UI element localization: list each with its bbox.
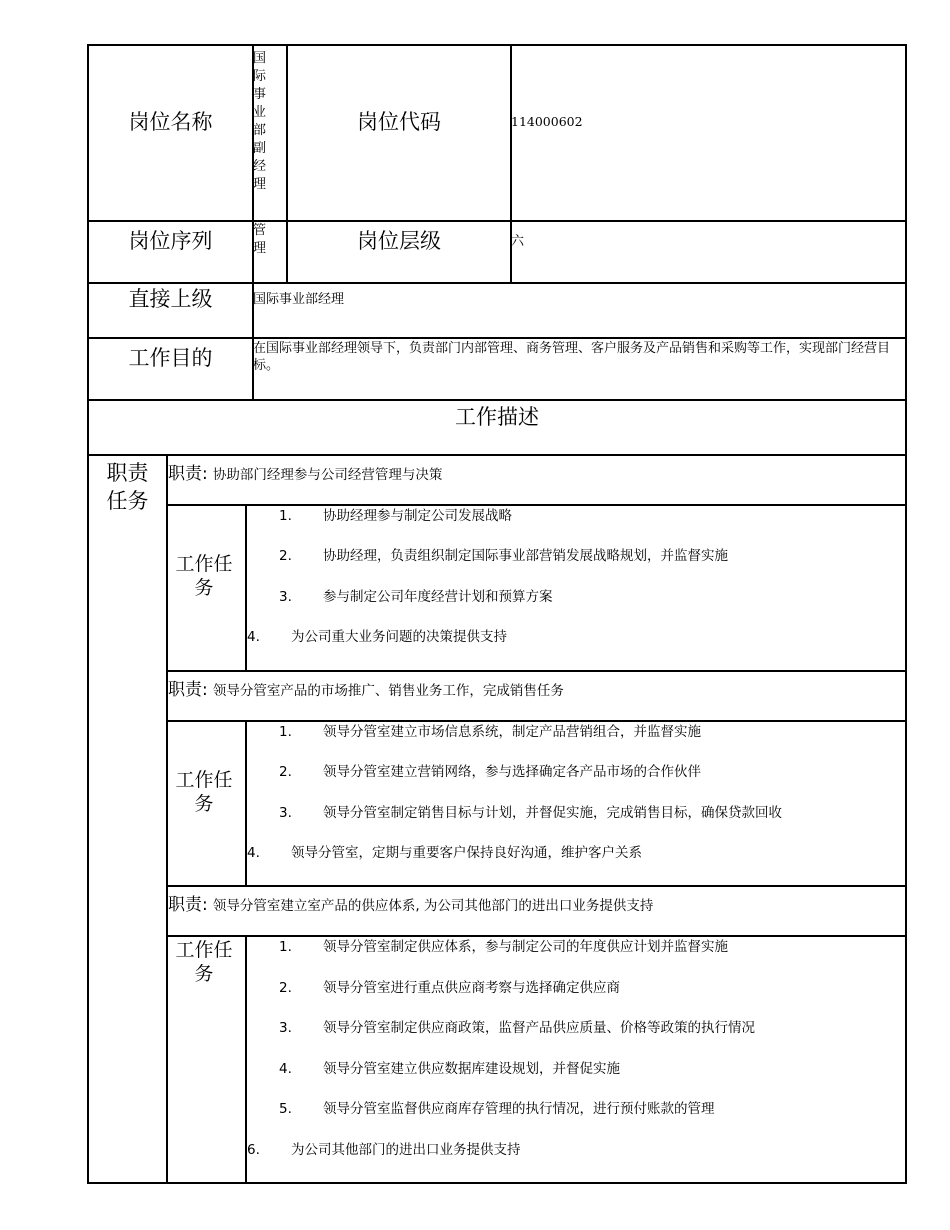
post-level-value: 六: [511, 234, 525, 249]
task-1-4: [247, 628, 507, 646]
task-text: 为公司重大业务问题的决策提供支持: [291, 629, 507, 645]
task-num: 6.: [247, 1142, 260, 1158]
description-title: 工作描述: [455, 405, 539, 429]
task-text: 领导分管室制定供应商政策，监督产品供应质量、价格等政策的执行情况: [323, 1020, 755, 1036]
task-3-3: [279, 1019, 755, 1037]
task-text: 领导分管室建立市场信息系统，制定产品营销组合，并监督实施: [323, 724, 701, 740]
task-num: 1.: [279, 939, 292, 955]
post-code-value: 114000602: [511, 114, 583, 129]
task-3-2: [279, 979, 620, 997]
duty-3: [168, 890, 653, 915]
duty-2-text: 领导分管室产品的市场推广、销售业务工作，完成销售任务: [212, 683, 564, 699]
task-num: 1.: [279, 508, 292, 524]
task-num: 4.: [247, 845, 260, 861]
task-3-4: [279, 1060, 620, 1078]
task-1-2: [279, 547, 728, 565]
task-num: 5.: [279, 1101, 292, 1117]
duty-3-prefix: 职责:: [168, 895, 208, 915]
task-2-4: [247, 844, 642, 862]
purpose-label: 工作目的: [128, 346, 213, 370]
task-num: 4.: [247, 629, 260, 645]
task-num: 2.: [279, 548, 292, 564]
task-3-1: [279, 938, 728, 956]
post-code-label: 岗位代码: [357, 110, 441, 134]
task-text: 领导分管室制定供应体系，参与制定公司的年度供应计划并监督实施: [323, 939, 728, 955]
task-3-5: [279, 1100, 715, 1118]
post-seq-label: 岗位序列: [128, 229, 213, 253]
task-2-2: [279, 763, 701, 781]
purpose-value: 在国际事业部经理领导下，负责部门内部管理、商务管理、客户服务及产品销售和采购等工作，实现部门经营目标。: [253, 341, 891, 373]
task-text: 领导分管室，定期与重要客户保持良好沟通，维护客户关系: [291, 845, 642, 861]
task-text: 领导分管室进行重点供应商考察与选择确定供应商: [323, 980, 620, 996]
task-num: 4.: [279, 1061, 292, 1077]
task-text: 为公司其他部门的进出口业务提供支持: [291, 1142, 521, 1158]
task-num: 3.: [279, 589, 292, 605]
task-text: 领导分管室监督供应商库存管理的执行情况，进行预付账款的管理: [323, 1101, 715, 1117]
task-num: 1.: [279, 724, 292, 740]
task-text: 参与制定公司年度经营计划和预算方案: [323, 589, 553, 605]
task-num: 2.: [279, 764, 292, 780]
task-text: 协助经理，负责组织制定国际事业部营销发展战略规划，并监督实施: [323, 548, 728, 564]
duty-group-label: 职责任务: [106, 461, 149, 513]
post-seq-value: 管理: [253, 223, 267, 256]
task-2-3: [279, 804, 782, 822]
task-3-6: [247, 1141, 521, 1159]
task-text: 领导分管室制定销售目标与计划，并督促实施，完成销售目标，确保贷款回收: [323, 805, 782, 821]
task-label-1: 工作任务: [175, 553, 233, 599]
duty-1: [168, 459, 442, 484]
task-1-1: [279, 507, 512, 525]
duty-1-prefix: 职责:: [168, 464, 208, 484]
task-2-1: [279, 723, 701, 741]
duty-1-text: 协助部门经理参与公司经营管理与决策: [212, 467, 443, 483]
task-num: 3.: [279, 805, 292, 821]
task-label-3: 工作任务: [175, 939, 233, 985]
duty-3-text: 领导分管室建立室产品的供应体系, 为公司其他部门的进出口业务提供支持: [212, 898, 654, 914]
task-label-2: 工作任务: [175, 769, 233, 815]
task-1-3: [279, 588, 553, 606]
task-num: 2.: [279, 980, 292, 996]
task-text: 协助经理参与制定公司发展战略: [323, 508, 512, 524]
duty-2-prefix: 职责:: [168, 680, 208, 700]
supervisor-label: 直接上级: [128, 287, 213, 311]
post-name-value: 国际事业部副经理: [253, 51, 267, 192]
post-name-label: 岗位名称: [128, 110, 213, 134]
post-level-label: 岗位层级: [357, 229, 441, 253]
supervisor-value: 国际事业部经理: [253, 292, 345, 307]
duty-2: [168, 675, 564, 700]
task-text: 领导分管室建立供应数据库建设规划，并督促实施: [323, 1061, 620, 1077]
task-text: 领导分管室建立营销网络，参与选择确定各产品市场的合作伙伴: [323, 764, 701, 780]
task-num: 3.: [279, 1020, 292, 1036]
